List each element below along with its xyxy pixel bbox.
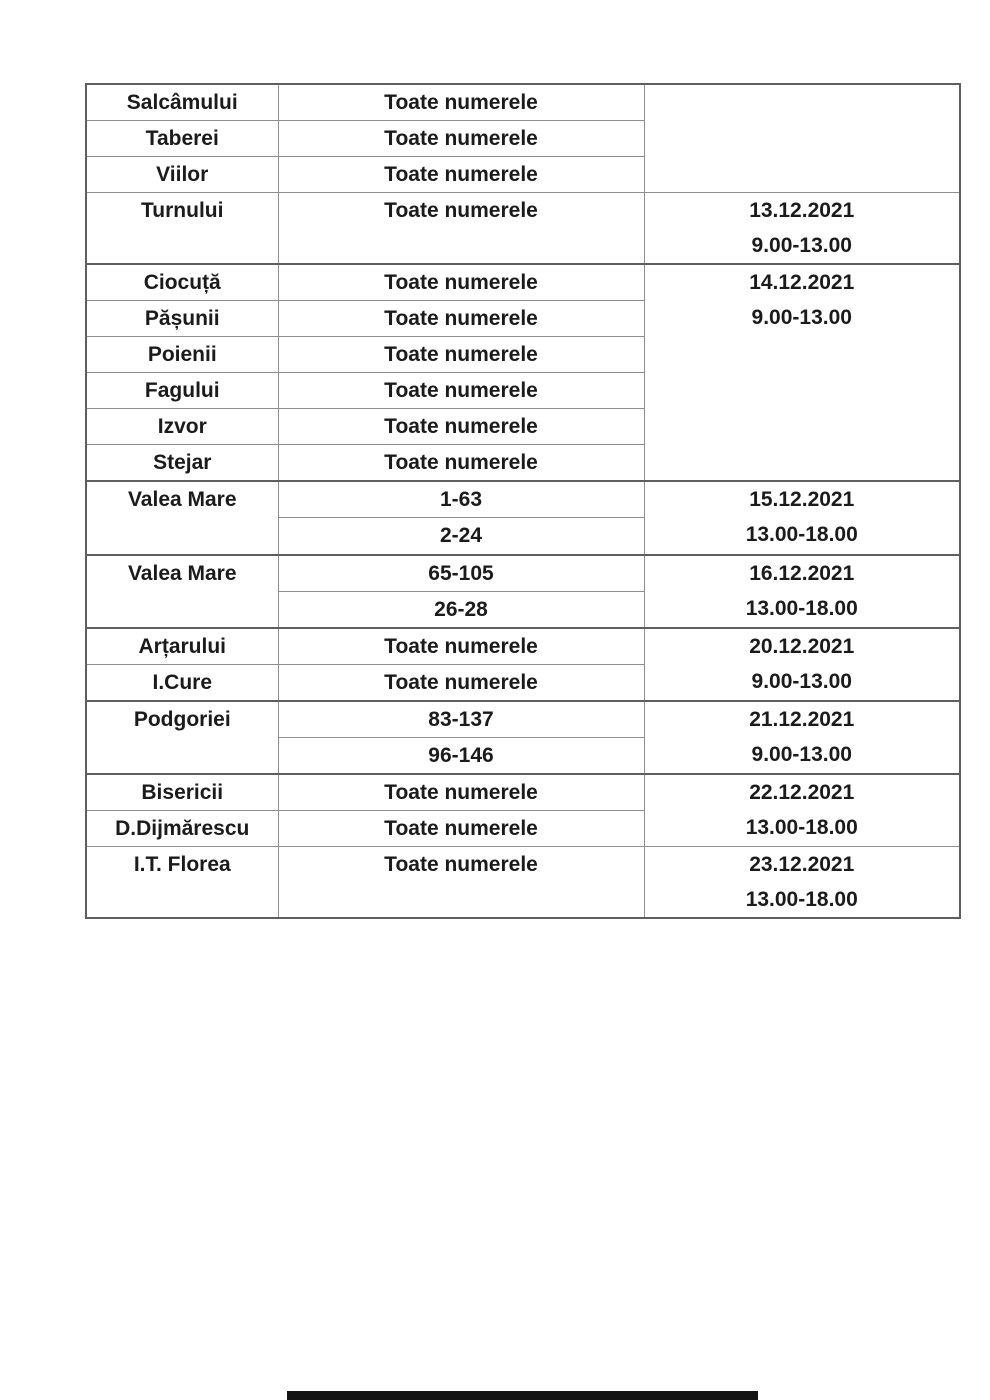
street-cell: Poienii	[86, 337, 278, 373]
schedule-date: 20.12.2021	[749, 635, 855, 658]
numbers-cell: Toate numerele	[278, 84, 644, 121]
numbers-cell: Toate numerele	[278, 301, 644, 337]
street-cell: Valea Mare	[86, 555, 278, 629]
numbers-cell: 65-105	[278, 555, 644, 592]
street-cell: Viilor	[86, 157, 278, 193]
table-row	[86, 847, 960, 919]
numbers-cell: Toate numerele	[278, 157, 644, 193]
numbers-cell: Toate numerele	[278, 811, 644, 847]
numbers-cell: Toate numerele	[278, 409, 644, 445]
street-cell: Ciocuță	[86, 264, 278, 301]
table-row	[86, 264, 960, 301]
schedule-hours: 13.00-18.00	[745, 888, 858, 911]
schedule-hours: 13.00-18.00	[745, 523, 858, 546]
street-cell: Taberei	[86, 121, 278, 157]
schedule-cell	[644, 628, 960, 701]
street-schedule-table	[85, 83, 961, 919]
street-cell: Fagului	[86, 373, 278, 409]
schedule-date: 22.12.2021	[749, 781, 855, 804]
schedule-hours: 13.00-18.00	[745, 816, 858, 839]
numbers-cell: Toate numerele	[278, 193, 644, 265]
schedule-cell	[644, 481, 960, 555]
schedule-hours: 9.00-13.00	[751, 306, 852, 329]
schedule-cell	[644, 193, 960, 265]
schedule-hours: 9.00-13.00	[751, 743, 852, 766]
schedule-date: 15.12.2021	[749, 488, 855, 511]
numbers-cell: Toate numerele	[278, 337, 644, 373]
schedule-cell	[644, 264, 960, 481]
numbers-cell: 2-24	[278, 518, 644, 555]
street-cell: Podgoriei	[86, 701, 278, 774]
street-cell: Izvor	[86, 409, 278, 445]
numbers-cell: Toate numerele	[278, 373, 644, 409]
table-row	[86, 481, 960, 518]
numbers-cell: Toate numerele	[278, 665, 644, 702]
numbers-cell: Toate numerele	[278, 121, 644, 157]
numbers-cell: 96-146	[278, 738, 644, 775]
numbers-cell: 83-137	[278, 701, 644, 738]
numbers-cell: Toate numerele	[278, 264, 644, 301]
street-cell: I.T. Florea	[86, 847, 278, 919]
schedule-date: 14.12.2021	[749, 271, 855, 294]
table-row	[86, 628, 960, 665]
numbers-cell: Toate numerele	[278, 847, 644, 919]
street-cell: Arțarului	[86, 628, 278, 665]
street-cell: Valea Mare	[86, 481, 278, 555]
schedule-date: 16.12.2021	[749, 561, 855, 585]
schedule-hours: 9.00-13.00	[751, 670, 852, 693]
street-cell: D.Dijmărescu	[86, 811, 278, 847]
table-row	[86, 555, 960, 592]
street-cell: Salcâmului	[86, 84, 278, 121]
table-row	[86, 774, 960, 811]
schedule-cell	[644, 847, 960, 919]
street-cell: Pășunii	[86, 301, 278, 337]
schedule-hours: 9.00-13.00	[751, 234, 852, 257]
street-cell: Bisericii	[86, 774, 278, 811]
schedule-date: 13.12.2021	[749, 199, 855, 222]
schedule-hours: 13.00-18.00	[745, 596, 858, 620]
table-row	[86, 84, 960, 121]
numbers-cell: 26-28	[278, 591, 644, 628]
street-cell: I.Cure	[86, 665, 278, 702]
schedule-cell-empty	[644, 84, 960, 193]
numbers-cell: Toate numerele	[278, 628, 644, 665]
schedule-date: 23.12.2021	[749, 853, 855, 876]
numbers-cell: Toate numerele	[278, 774, 644, 811]
table-row	[86, 701, 960, 738]
street-cell: Stejar	[86, 445, 278, 482]
table-row	[86, 193, 960, 265]
street-cell: Turnului	[86, 193, 278, 265]
schedule-cell	[644, 774, 960, 847]
numbers-cell: 1-63	[278, 481, 644, 518]
schedule-date: 21.12.2021	[749, 708, 855, 731]
schedule-cell	[644, 555, 960, 629]
numbers-cell: Toate numerele	[278, 445, 644, 482]
schedule-cell	[644, 701, 960, 774]
bottom-bar	[287, 1391, 758, 1400]
